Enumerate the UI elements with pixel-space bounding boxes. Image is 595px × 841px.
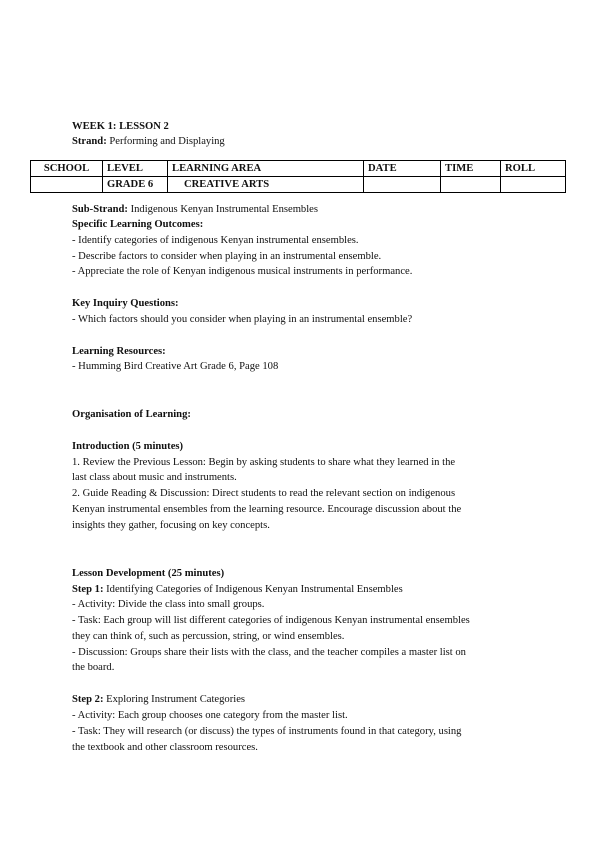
sub-strand-line: [72, 203, 318, 217]
lesson-info-table: [30, 160, 566, 193]
cell-roll: [501, 177, 566, 193]
development-heading: Lesson Development (25 minutes): [72, 568, 225, 579]
step1-item: - Discussion: Groups share their lists with the class, and the teacher compiles a master list on: [72, 647, 466, 658]
step1-item: - Activity: Divide the class into small groups.: [72, 599, 265, 610]
introduction-line: 2. Guide Reading & Discussion: Direct students to read the relevant section on indigenous: [72, 488, 456, 499]
outcome-item: - Appreciate the role of Kenyan indigenous musical instruments in performance.: [72, 266, 413, 277]
outcome-item: - Describe factors to consider when playing in an instrumental ensemble.: [72, 251, 382, 262]
header-cell-time: TIME: [441, 161, 501, 177]
header-cell-school: SCHOOL: [31, 161, 103, 177]
step2-label: Step 2:: [72, 694, 104, 705]
header-cell-date: DATE: [364, 161, 441, 177]
step1-item: they can think of, such as percussion, string, or wind ensembles.: [72, 631, 345, 642]
resource-item: - Humming Bird Creative Art Grade 6, Page 108: [72, 361, 279, 372]
cell-level: GRADE 6: [103, 177, 168, 193]
header-cell-learning-area: LEARNING AREA: [168, 161, 364, 177]
table-header-row: [31, 161, 566, 177]
strand-value: Performing and Displaying: [109, 136, 225, 147]
step2-item: - Activity: Each group chooses one category from the master list.: [72, 710, 348, 721]
step1-label: Step 1:: [72, 584, 104, 595]
step1-item: the board.: [72, 662, 115, 673]
step2-line: [72, 693, 245, 707]
cell-school: [31, 177, 103, 193]
cell-time: [441, 177, 501, 193]
introduction-line: Kenyan instrumental ensembles from the learning resource. Encourage discussion about the: [72, 504, 462, 515]
cell-learning-area: CREATIVE ARTS: [168, 177, 364, 193]
introduction-line: insights they gather, focusing on key concepts.: [72, 520, 270, 531]
sub-strand-value: Indigenous Kenyan Instrumental Ensembles: [130, 204, 319, 215]
strand-line: [72, 135, 225, 149]
table-row: [31, 177, 566, 193]
step2-item: - Task: They will research (or discuss) the types of instruments found in that category, using: [72, 726, 462, 737]
resources-heading: Learning Resources:: [72, 346, 166, 357]
inquiry-heading: Key Inquiry Questions:: [72, 298, 179, 309]
organisation-heading: Organisation of Learning:: [72, 409, 191, 420]
step2-title: Exploring Instrument Categories: [106, 694, 246, 705]
introduction-heading: Introduction (5 minutes): [72, 441, 184, 452]
strand-label: Strand:: [72, 136, 107, 147]
outcomes-heading: Specific Learning Outcomes:: [72, 219, 204, 230]
step1-item: - Task: Each group will list different categories of indigenous Kenyan instrumental ensembles: [72, 615, 470, 626]
sub-strand-label: Sub-Strand:: [72, 204, 128, 215]
week-lesson-title: WEEK 1: LESSON 2: [72, 121, 169, 132]
header-cell-level: LEVEL: [103, 161, 168, 177]
inquiry-item: - Which factors should you consider when playing in an instrumental ensemble?: [72, 314, 413, 325]
outcome-item: - Identify categories of indigenous Kenyan instrumental ensembles.: [72, 235, 359, 246]
introduction-line: last class about music and instruments.: [72, 472, 237, 483]
header-cell-roll: ROLL: [501, 161, 566, 177]
cell-date: [364, 177, 441, 193]
introduction-line: 1. Review the Previous Lesson: Begin by asking students to share what they learned in the: [72, 457, 456, 468]
step1-line: [72, 583, 403, 597]
step1-title: Identifying Categories of Indigenous Kenyan Instrumental Ensembles: [106, 584, 403, 595]
step2-item: the textbook and other classroom resources.: [72, 742, 258, 753]
